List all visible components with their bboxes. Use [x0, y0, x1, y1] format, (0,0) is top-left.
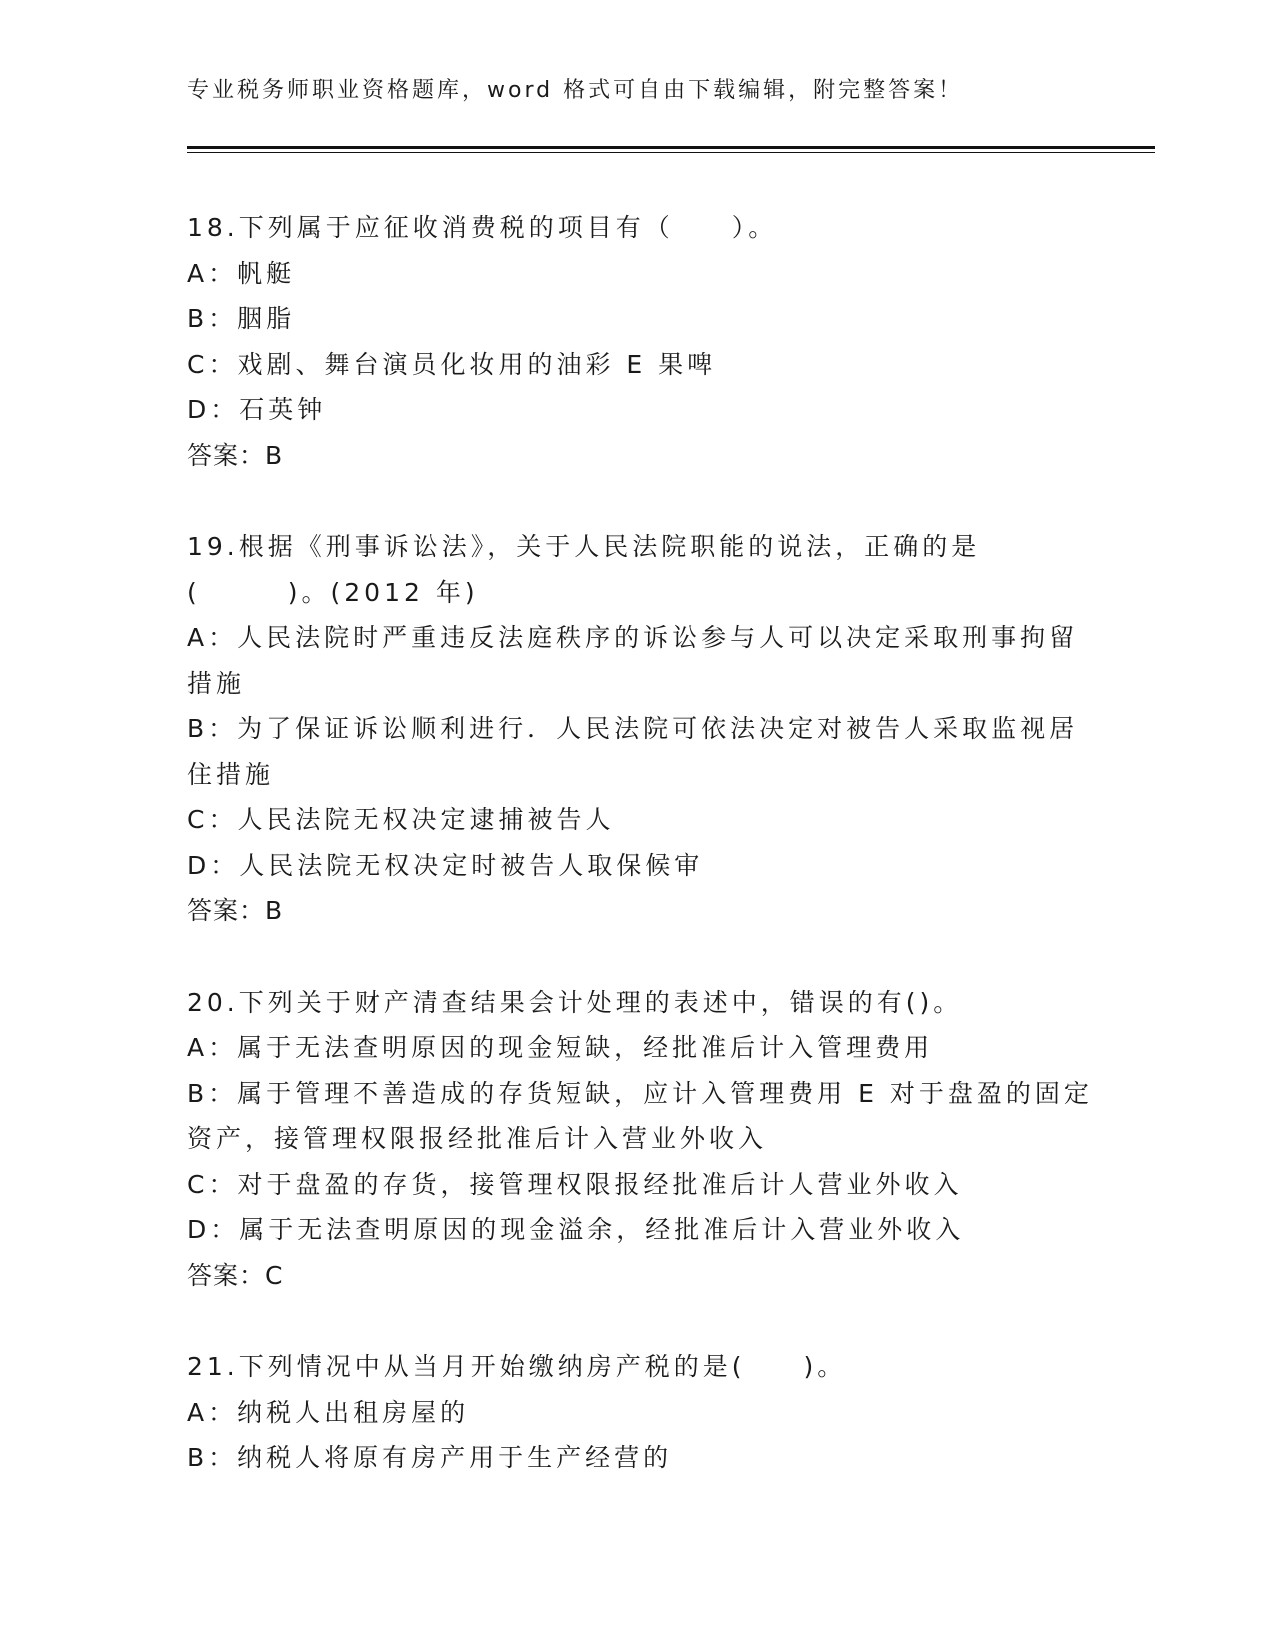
question-21 [187, 1344, 1087, 1481]
option-b: B：纳税人将原有房产用于生产经营的 [187, 1443, 673, 1472]
question-stem: 18.下列属于应征收消费税的项目有（ ）。 [187, 213, 778, 242]
option-a: A：纳税人出租房屋的 [187, 1397, 470, 1427]
answer: 答案：C [187, 1260, 284, 1290]
option-c: C：对于盘盈的存货，接管理权限报经批准后计人营业外收入 [187, 1169, 963, 1199]
option-c: C：戏剧、舞台演员化妆用的油彩 E 果啤 [187, 349, 717, 379]
option-a: A：人民法院时严重违反法庭秩序的诉讼参与人可以决定采取刑事拘留 [187, 623, 1079, 652]
question-stem: 21.下列情况中从当月开始缴纳房产税的是( )。 [187, 1352, 847, 1381]
option-c: C：人民法院无权决定逮捕被告人 [187, 805, 615, 834]
option-b-cont: 资产，接管理权限报经批准后计入营业外收入 [187, 1124, 768, 1153]
header-rule-thin [187, 152, 1155, 153]
option-b-cont: 住措施 [187, 759, 275, 789]
option-d: D：石英钟 [187, 395, 327, 424]
question-18 [187, 205, 1087, 478]
question-list [187, 205, 1093, 1527]
page-header: 专业税务师职业资格题库，word 格式可自由下载编辑，附完整答案！ [187, 78, 964, 103]
option-b: B：为了保证诉讼顺利进行．人民法院可依法决定对被告人采取监视居 [187, 714, 1079, 743]
question-stem: 19.根据《刑事诉讼法》，关于人民法院职能的说法，正确的是 [187, 532, 981, 561]
answer: 答案：B [187, 896, 284, 925]
option-a-cont: 措施 [187, 668, 246, 698]
question-19 [187, 524, 1087, 934]
option-d: D：属于无法查明原因的现金溢余，经批准后计入营业外收入 [187, 1215, 965, 1244]
answer: 答案：B [187, 440, 284, 470]
option-a: A：属于无法查明原因的现金短缺，经批准后计入管理费用 [187, 1033, 934, 1062]
option-d: D：人民法院无权决定时被告人取保候审 [187, 850, 704, 880]
option-b: B：属于管理不善造成的存货短缺，应计入管理费用 E 对于盘盈的固定 [187, 1078, 1093, 1108]
question-stem-cont: ( )。(2012 年) [187, 577, 479, 607]
option-b: B：胭脂 [187, 304, 296, 333]
option-a: A：帆艇 [187, 258, 296, 288]
question-stem: 20.下列关于财产清查结果会计处理的表述中，错误的有()。 [187, 987, 963, 1017]
header-rule-thick [187, 146, 1155, 149]
question-20 [187, 980, 1093, 1299]
